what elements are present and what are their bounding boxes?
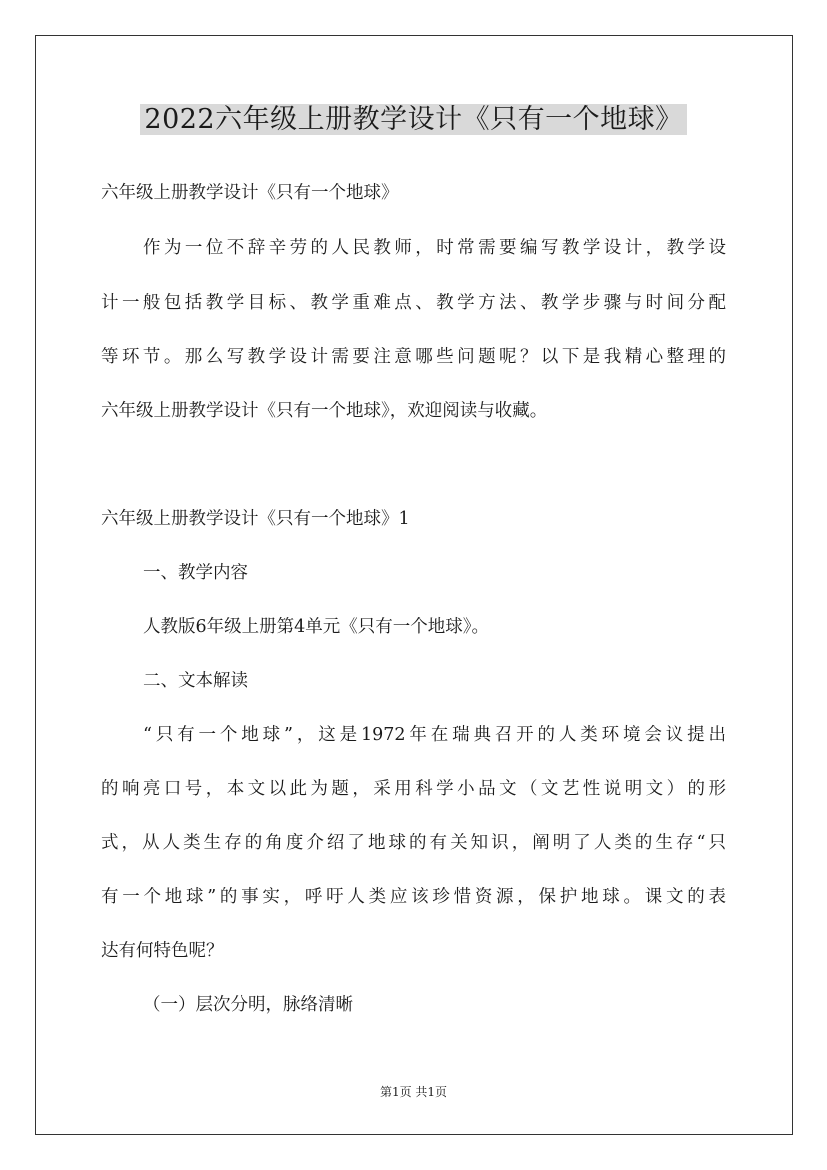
- intro-line-4: 六年级上册教学设计《只有一个地球》，欢迎阅读与收藏。: [101, 401, 548, 421]
- document-title-text: 2022六年级上册教学设计《只有一个地球》: [140, 104, 686, 135]
- intro-line-3: 等环节。那么写教学设计需要注意哪些问题呢？以下是我精心整理的: [101, 347, 726, 367]
- intro-line-2: 计一般包括教学目标、教学重难点、教学方法、教学步骤与时间分配: [101, 293, 726, 313]
- heading-text-reading: 二、文本解读: [143, 671, 248, 691]
- sub-heading: （一）层次分明，脉络清晰: [143, 995, 353, 1015]
- page-footer: [0, 1083, 827, 1100]
- document-title: [0, 98, 827, 142]
- reading-line-4: 有一个地球”的事实，呼吁人类应该珍惜资源，保护地球。课文的表: [101, 887, 726, 907]
- reading-line-1: “只有一个地球”，这是1972年在瑞典召开的人类环境会议提出: [143, 725, 726, 745]
- reading-line-3: 式，从人类生存的角度介绍了地球的有关知识，阐明了人类的生存“只: [101, 833, 726, 853]
- reading-line-2: 的响亮口号，本文以此为题，采用科学小品文（文艺性说明文）的形: [101, 779, 726, 799]
- reading-line-5: 达有何特色呢？: [101, 941, 224, 961]
- section-title: 六年级上册教学设计《只有一个地球》1: [101, 509, 410, 529]
- intro-line-1: 作为一位不辞辛劳的人民教师，时常需要编写教学设计，教学设: [143, 238, 726, 258]
- page-number-label: 第1页 共1页: [379, 1085, 448, 1099]
- document-subtitle: 六年级上册教学设计《只有一个地球》: [101, 183, 399, 203]
- teaching-content-text: 人教版6年级上册第4单元《只有一个地球》。: [143, 617, 490, 637]
- heading-teaching-content: 一、教学内容: [143, 563, 248, 583]
